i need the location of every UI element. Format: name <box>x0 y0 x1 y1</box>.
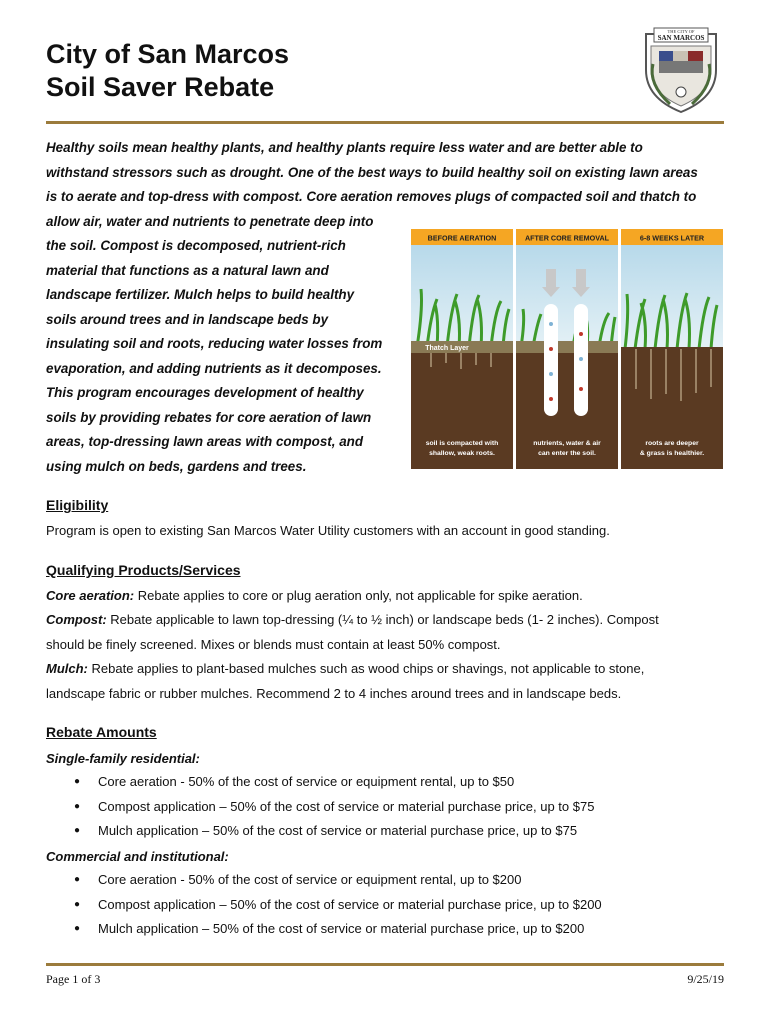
title-line-1: City of San Marcos <box>46 39 290 69</box>
footer-rule <box>46 963 724 966</box>
seal-name-text: SAN MARCOS <box>657 34 705 42</box>
panel-caption: roots are deeper <box>645 440 699 447</box>
qualifying-compost <box>46 608 726 657</box>
compost-text: Rebate applicable to lawn top-dressing (¼ to ½ inch) or landscape beds (1- 2 inches). Compost <box>106 612 659 627</box>
panel-after-core <box>516 229 618 469</box>
qualifying-core <box>46 584 726 609</box>
compost-text: should be finely screened. Mixes or blends must contain at least 50% compost. <box>46 636 501 652</box>
seal-top-text: THE CITY OF <box>667 29 695 34</box>
intro-line: evaporation, and adding nutrients as it decomposes. <box>46 360 382 376</box>
list-item: ● Compost application – 50% of the cost of service or material purchase price, up to $75 <box>46 795 594 820</box>
panel-caption: nutrients, water & air <box>533 440 601 447</box>
intro-line: soils by providing rebates for core aeration of lawn <box>46 409 372 425</box>
header-rule <box>46 121 724 124</box>
mulch-label: Mulch: <box>46 661 88 676</box>
intro-line: using mulch on beds, gardens and trees. <box>46 458 307 474</box>
eligibility-heading: Eligibility <box>46 497 109 513</box>
intro-line: insulating soil and roots, reducing water losses from <box>46 336 383 351</box>
mulch-text: landscape fabric or rubber mulches. Recommend 2 to 4 inches around trees and in landscape beds. <box>46 685 622 701</box>
commercial-list <box>46 868 602 942</box>
mulch-text: Rebate applies to plant-based mulches such as wood chips or shavings, not applicable to stone, <box>87 661 645 676</box>
page-title <box>46 38 289 104</box>
panel-weeks-later <box>621 229 723 469</box>
qualifying-mulch <box>46 657 726 706</box>
intro-line: the soil. Compost is decomposed, nutrient-rich <box>46 238 346 253</box>
core-text: Rebate applies to core or plug aeration only, not applicable for spike aeration. <box>134 588 583 603</box>
title-line-2: Soil Saver Rebate <box>46 72 275 102</box>
thatch-label: Thatch Layer <box>425 345 469 352</box>
compost-label: Compost: <box>46 612 107 627</box>
intro-line: allow air, water and nutrients to penetrate deep into <box>46 213 374 229</box>
qualifying-heading: Qualifying Products/Services <box>46 562 241 578</box>
footer-date: 9/25/19 <box>687 972 724 986</box>
residential-label: Single-family residential: <box>46 751 200 766</box>
panel-before <box>411 229 513 469</box>
core-label: Core aeration: <box>46 588 135 603</box>
list-item: ● Compost application – 50% of the cost of service or material purchase price, up to $200 <box>46 893 602 918</box>
residential-list <box>46 770 594 844</box>
list-item: ● Mulch application – 50% of the cost of service or material purchase price, up to $200 <box>46 917 602 942</box>
commercial-label: Commercial and institutional: <box>46 849 229 864</box>
panel-header: 6-8 WEEKS LATER <box>639 233 705 243</box>
city-seal-icon <box>640 24 722 114</box>
intro-line: withstand stressors such as drought. One of the best ways to build healthy soil on existing lawn areas <box>46 164 698 180</box>
intro-line: landscape fertilizer. Mulch helps to build healthy <box>46 287 355 302</box>
panel-caption: shallow, weak roots. <box>429 450 495 457</box>
intro-line: This program encourages development of healthy <box>46 385 364 400</box>
panel-caption: & grass is healthier. <box>639 450 705 457</box>
aeration-illustration <box>411 229 723 469</box>
intro-line: areas, top-dressing lawn areas with compost, and <box>46 434 363 449</box>
panel-header: AFTER CORE REMOVAL <box>524 233 610 243</box>
list-item: ● Mulch application – 50% of the cost of service or material purchase price, up to $75 <box>46 819 594 844</box>
rebate-heading: Rebate Amounts <box>46 724 157 740</box>
panel-caption: soil is compacted with <box>425 440 499 447</box>
intro-line: is to aerate and top-dress with compost. Core aeration removes plugs of compacted soil and thatch to <box>46 189 697 204</box>
eligibility-text: Program is open to existing San Marcos Water Utility customers with an account in good standing. <box>46 523 610 538</box>
panel-header: BEFORE AERATION <box>427 233 497 243</box>
panel-caption: can enter the soil. <box>538 450 596 457</box>
intro-line: Healthy soils mean healthy plants, and healthy plants require less water and are better able to <box>46 140 643 155</box>
list-item: ● Core aeration - 50% of the cost of service or equipment rental, up to $200 <box>46 868 602 893</box>
intro-line: material that functions as a natural lawn and <box>46 262 329 278</box>
list-item: ● Core aeration - 50% of the cost of service or equipment rental, up to $50 <box>46 770 594 795</box>
page-number: Page 1 of 3 <box>46 972 101 986</box>
intro-line: soils around trees and in landscape beds by <box>46 311 329 327</box>
